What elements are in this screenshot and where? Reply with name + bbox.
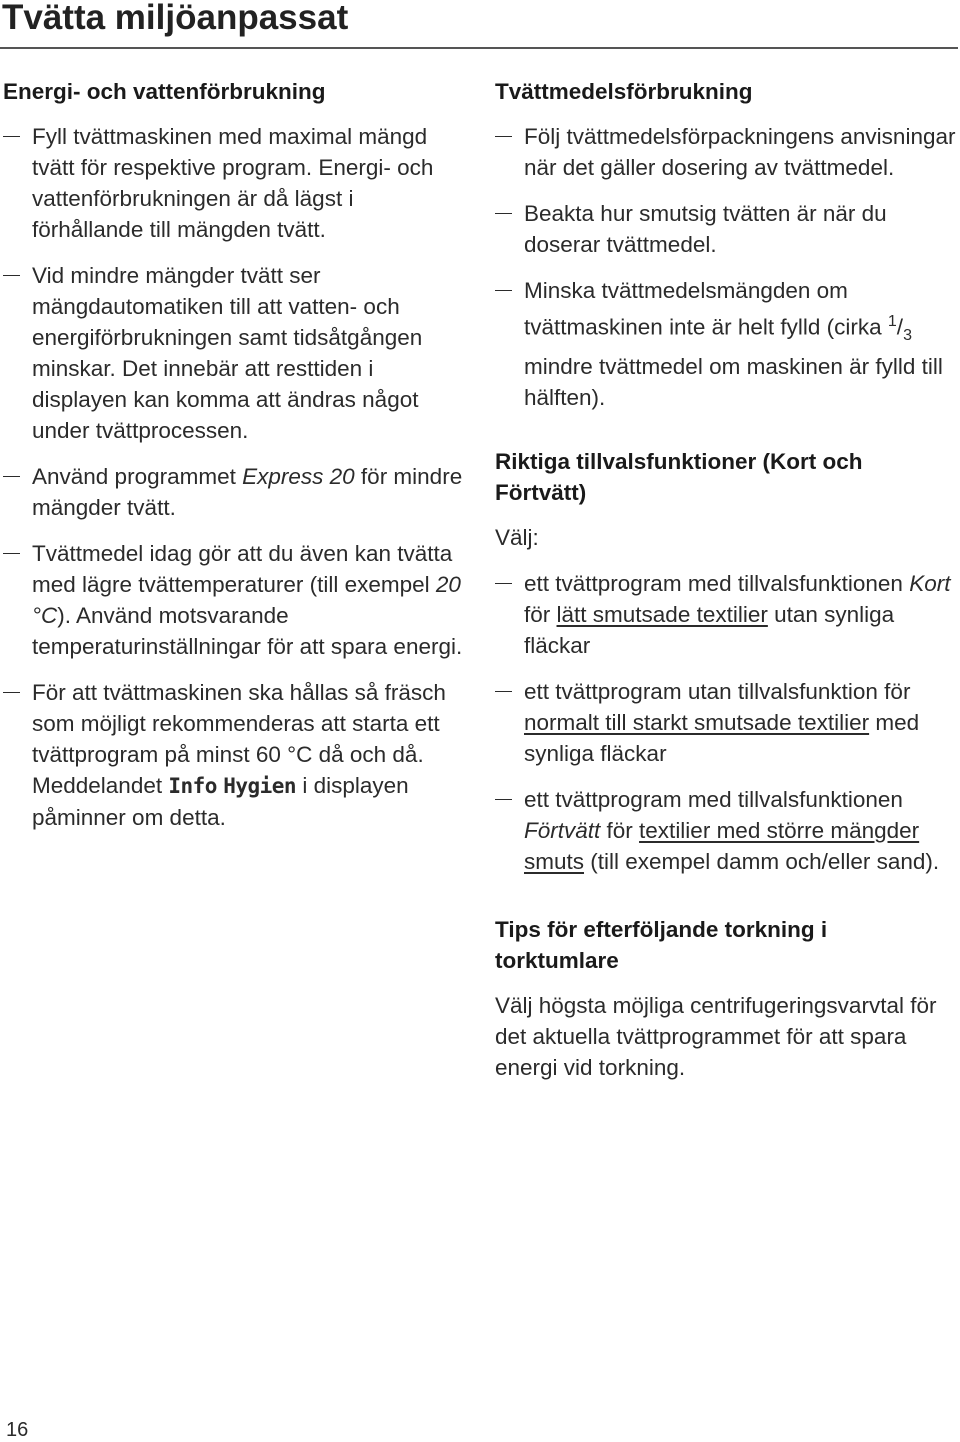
list-item-text: Minska tvättmedelsmängden om tvättmaskinen inte är helt fylld (cirka <box>524 278 888 340</box>
detergent-heading: Tvättmedelsförbrukning <box>495 79 753 104</box>
list-item <box>3 121 465 245</box>
list-item-text: (till exempel damm och/eller sand). <box>584 849 940 874</box>
list-item <box>3 260 465 446</box>
list-item-text: Fyll tvättmaskinen med maximal mängd tvätt för respektive program. Energi- och vattenförbrukningen är då lägst i förhållande till mängden tvätt. <box>32 124 434 242</box>
list-item-text: Följ tvättmedelsförpackningens anvisningar när det gäller dosering av tvättmedel. <box>524 124 956 180</box>
drying-text: Välj högsta möjliga centrifugeringsvarvtal för det aktuella tvättprogrammet för att spara energi vid torkning. <box>495 993 937 1080</box>
list-item-text: Tvättmedel idag gör att du även kan tvätta med lägre tvättemperaturer (till exempel <box>32 541 453 597</box>
list-item-text: Beakta hur smutsig tvätten är när du doserar tvättmedel. <box>524 201 887 257</box>
list-item <box>3 461 465 523</box>
display-message-info: Info <box>168 774 217 798</box>
fraction-numerator: 1 <box>887 313 897 330</box>
list-item-text: med synliga fläckar <box>524 710 920 766</box>
display-message-hygien: Hygien <box>223 774 297 798</box>
list-item <box>495 275 957 413</box>
list-item-text: ett tvättprogram med tillvalsfunktionen <box>524 787 903 812</box>
underlined-text: textilier med större mängder smuts <box>524 818 920 874</box>
list-item-text: för <box>524 602 557 627</box>
list-item <box>495 198 957 260</box>
list-item-text: För att tvättmaskinen ska hållas så fräsch som möjligt rekommenderas att starta ett tvättprogram på minst 60 °C då och då. Meddelandet <box>32 680 446 798</box>
list-item-text: i displayen påminner om detta. <box>32 773 409 830</box>
list-item <box>495 121 957 183</box>
energy-water-heading: Energi- och vattenförbrukning <box>3 79 326 104</box>
fraction-denominator: 3 <box>903 327 912 344</box>
option-name: Förtvätt <box>524 818 601 843</box>
list-item <box>495 784 957 877</box>
list-item <box>3 538 465 662</box>
options-heading: Riktiga tillvalsfunktioner (Kort och Förtvätt) <box>495 449 863 505</box>
left-column <box>3 76 465 848</box>
list-item-text: för <box>600 818 640 843</box>
right-column <box>495 76 957 1098</box>
temperature-value: 20 °C <box>32 572 461 628</box>
options-list <box>495 568 957 877</box>
list-item-text: för mindre mängder tvätt. <box>32 464 463 520</box>
options-intro: Välj: <box>495 525 539 550</box>
list-item <box>495 676 957 769</box>
list-item-text: mindre tvättmedel om maskinen är fylld till hälften). <box>524 354 943 410</box>
list-item-text: utan synliga fläckar <box>524 602 895 658</box>
list-item <box>3 677 465 833</box>
underlined-text: normalt till starkt smutsade textilier <box>524 710 870 735</box>
fraction-slash: / <box>896 314 904 340</box>
list-item-text: Vid mindre mängder tvätt ser mängdautomatiken till att vatten- och energiförbrukningen samt tidsåtgången minskar. Det innebär att resttiden i displayen kan komma att ändras något under tvättprocessen. <box>32 263 423 443</box>
detergent-tips-list <box>495 121 957 413</box>
list-item <box>495 568 957 661</box>
list-item-text: Använd programmet <box>32 464 243 489</box>
energy-tips-list <box>3 121 465 833</box>
list-item-text: ). Använd motsvarande temperaturinställningar för att spara energi. <box>32 603 463 659</box>
option-name: Kort <box>909 571 951 596</box>
list-item-text: ett tvättprogram med tillvalsfunktionen <box>524 571 910 596</box>
page-title: Tvätta miljöanpassat <box>2 0 349 37</box>
drying-heading: Tips för efterföljande torkning i torktumlare <box>495 917 828 973</box>
underlined-text: lätt smutsade textilier <box>556 602 768 627</box>
program-name: Express 20 <box>242 464 355 489</box>
title-divider <box>0 47 958 49</box>
list-item-text: ett tvättprogram utan tillvalsfunktion för <box>524 679 911 704</box>
page-number: 16 <box>6 1419 29 1441</box>
